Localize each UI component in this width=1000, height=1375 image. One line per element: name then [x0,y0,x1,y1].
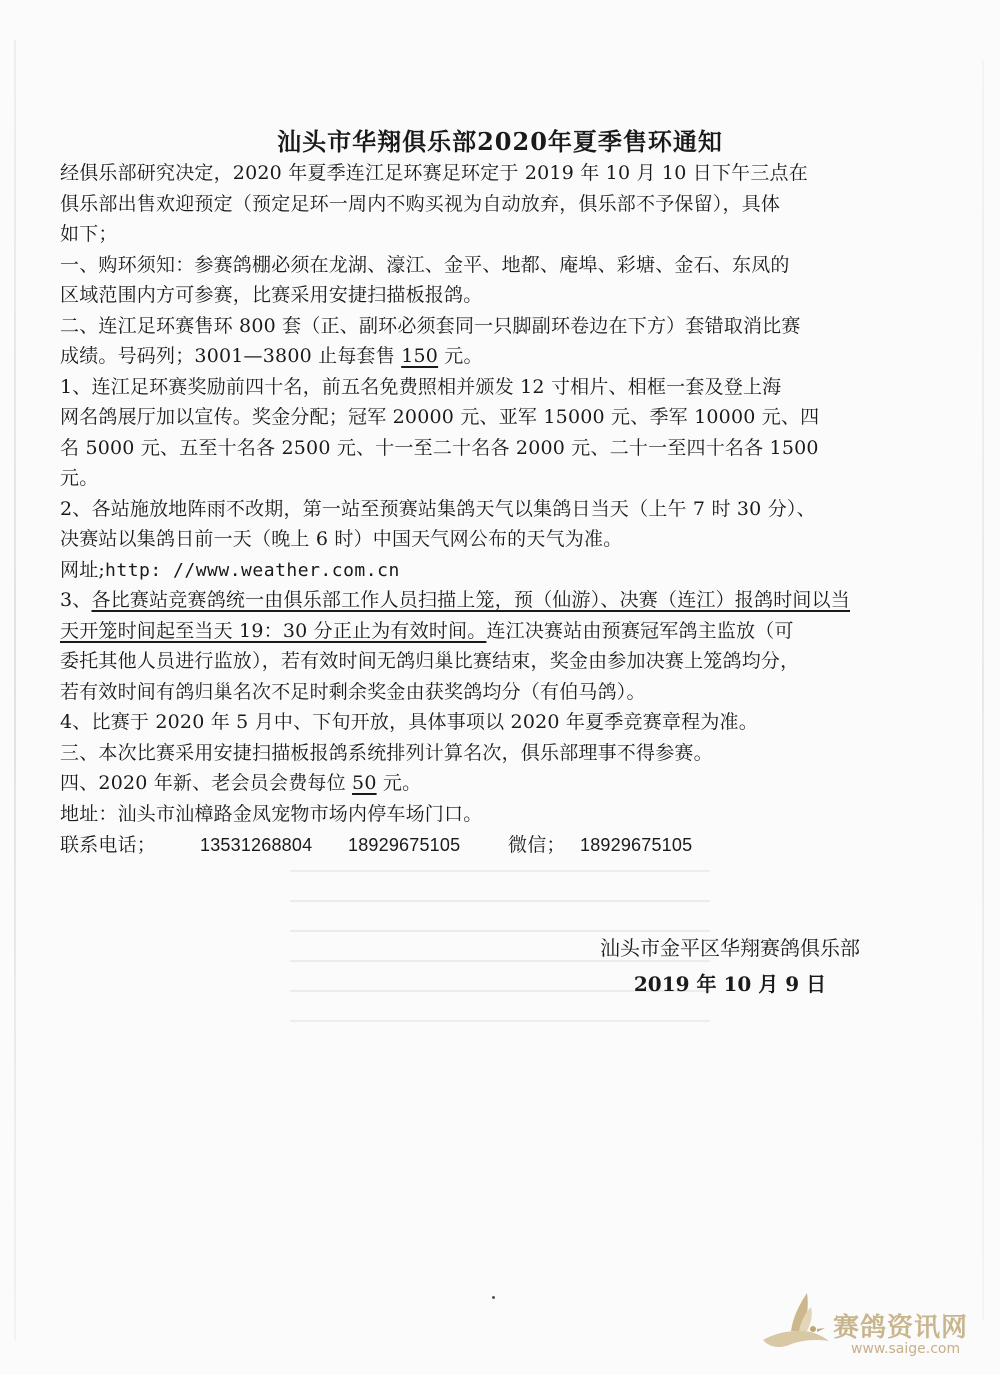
body-line [60,616,930,647]
body-line: 一、购环须知：参赛鸽棚必须在龙湖、濠江、金平、地都、庵埠、彩塘、金石、东凤的 [60,253,790,276]
underlined-text: 各比赛站竞赛鸽统一由俱乐部工作人员扫描上笼，预（仙游）、决赛（连江）报鸽时间以当 [91,589,851,611]
signature-org: 汕头市金平区华翔赛鸽俱乐部 [600,936,860,960]
line-text: 连江决赛站由预赛冠军鸽主监放（可 [486,619,794,642]
body-line: 元。 [60,467,99,489]
line-text: 元。 [376,772,422,794]
body-line [60,768,930,799]
line-text: 四、2020 年新、老会员会费每位 [60,772,353,794]
body-line: 区域范围内方可参赛，比赛采用安捷扫描板报鸽。 [60,284,483,306]
notice-title: 汕头市华翔俱乐部2020年夏季售环通知 [277,127,723,156]
scan-speck [492,1296,495,1299]
underlined-text: 50 [352,772,377,794]
wechat-label: 微信； [508,833,566,856]
body-line: 地址：汕头市汕樟路金凤宠物市场内停车场门口。 [60,802,483,825]
line-text: 成绩。号码列；3001—3800 止每套售 [60,345,402,367]
body-line [60,341,930,372]
body-line: 决赛站以集鸽日前一天（晚上 6 时）中国天气网公布的天气为准。 [60,528,623,550]
contact-label: 联系电话； [60,833,157,856]
line-text: 元。 [438,345,483,367]
website-url: http: //www.weather.com.cn [105,559,400,581]
body-line: 俱乐部出售欢迎预定（预定足环一周内不购买视为自动放弃，俱乐部不予保留），具体 [60,192,781,215]
underlined-text: 天开笼时间起至当天 19：30 分正止为有效时间。 [60,619,487,642]
contact-row [60,829,930,861]
scan-edge-left [14,40,16,1340]
scan-edge-right [982,60,984,1320]
signature-date: 2019 年 10 月 9 日 [633,972,827,996]
body-line: 名 5000 元、五至十名各 2500 元、十一至二十名各 2000 元、二十一至四十名各 1500 [60,436,819,459]
body-line: 如下； [60,223,118,245]
body-line: 4、比赛于 2020 年 5 月中、下旬开放，具体事项以 2020 年夏季竞赛章程为准。 [60,711,758,733]
notice-body [60,158,930,861]
watermark-name: 赛鸽资讯网 [833,1313,969,1343]
body-line: 经俱乐部研究决定，2020 年夏季连江足环赛足环定于 2019 年 10 月 10 日下午三点在 [60,162,808,184]
body-line [60,555,930,586]
watermark-url: www.saige.com [851,1341,961,1357]
body-line [60,585,930,616]
pigeon-logo-icon [755,1285,835,1360]
body-line: 1、连江足环赛奖励前四十名，前五名免费照相并颁发 12 寸相片、相框一套及登上海 [60,375,782,398]
body-line: 2、各站施放地阵雨不改期，第一站至预赛站集鸽天气以集鸽日当天（上午 7 时 30 分）、 [60,497,816,520]
body-line: 若有效时间有鸽归巢名次不足时剩余奖金由获奖鸽均分（有伯马鸽）。 [60,680,646,703]
wechat-number: 18929675105 [580,834,693,855]
signature-block [540,930,920,1002]
line-text: 网址; [60,558,106,581]
body-line: 委托其他人员进行监放），若有效时间无鸽归巢比赛结束，奖金由参加决赛上笼鸽均分， [60,650,800,672]
body-line: 网名鸽展厅加以宣传。奖金分配；冠军 20000 元、亚军 15000 元、季军 10000 元、四 [60,406,820,428]
contact-phone-1: 13531268804 [200,834,313,855]
body-line: 三、本次比赛采用安捷扫描板报鸽系统排列计算名次，俱乐部理事不得参赛。 [60,741,713,764]
body-line: 二、连江足环赛售环 800 套（正、副环必须套同一只脚副环卷边在下方）套错取消比赛 [60,314,801,337]
underlined-text: 150 [401,345,439,367]
contact-phone-2: 18929675105 [348,834,461,855]
line-text: 3、 [60,589,92,611]
watermark [755,1285,985,1365]
